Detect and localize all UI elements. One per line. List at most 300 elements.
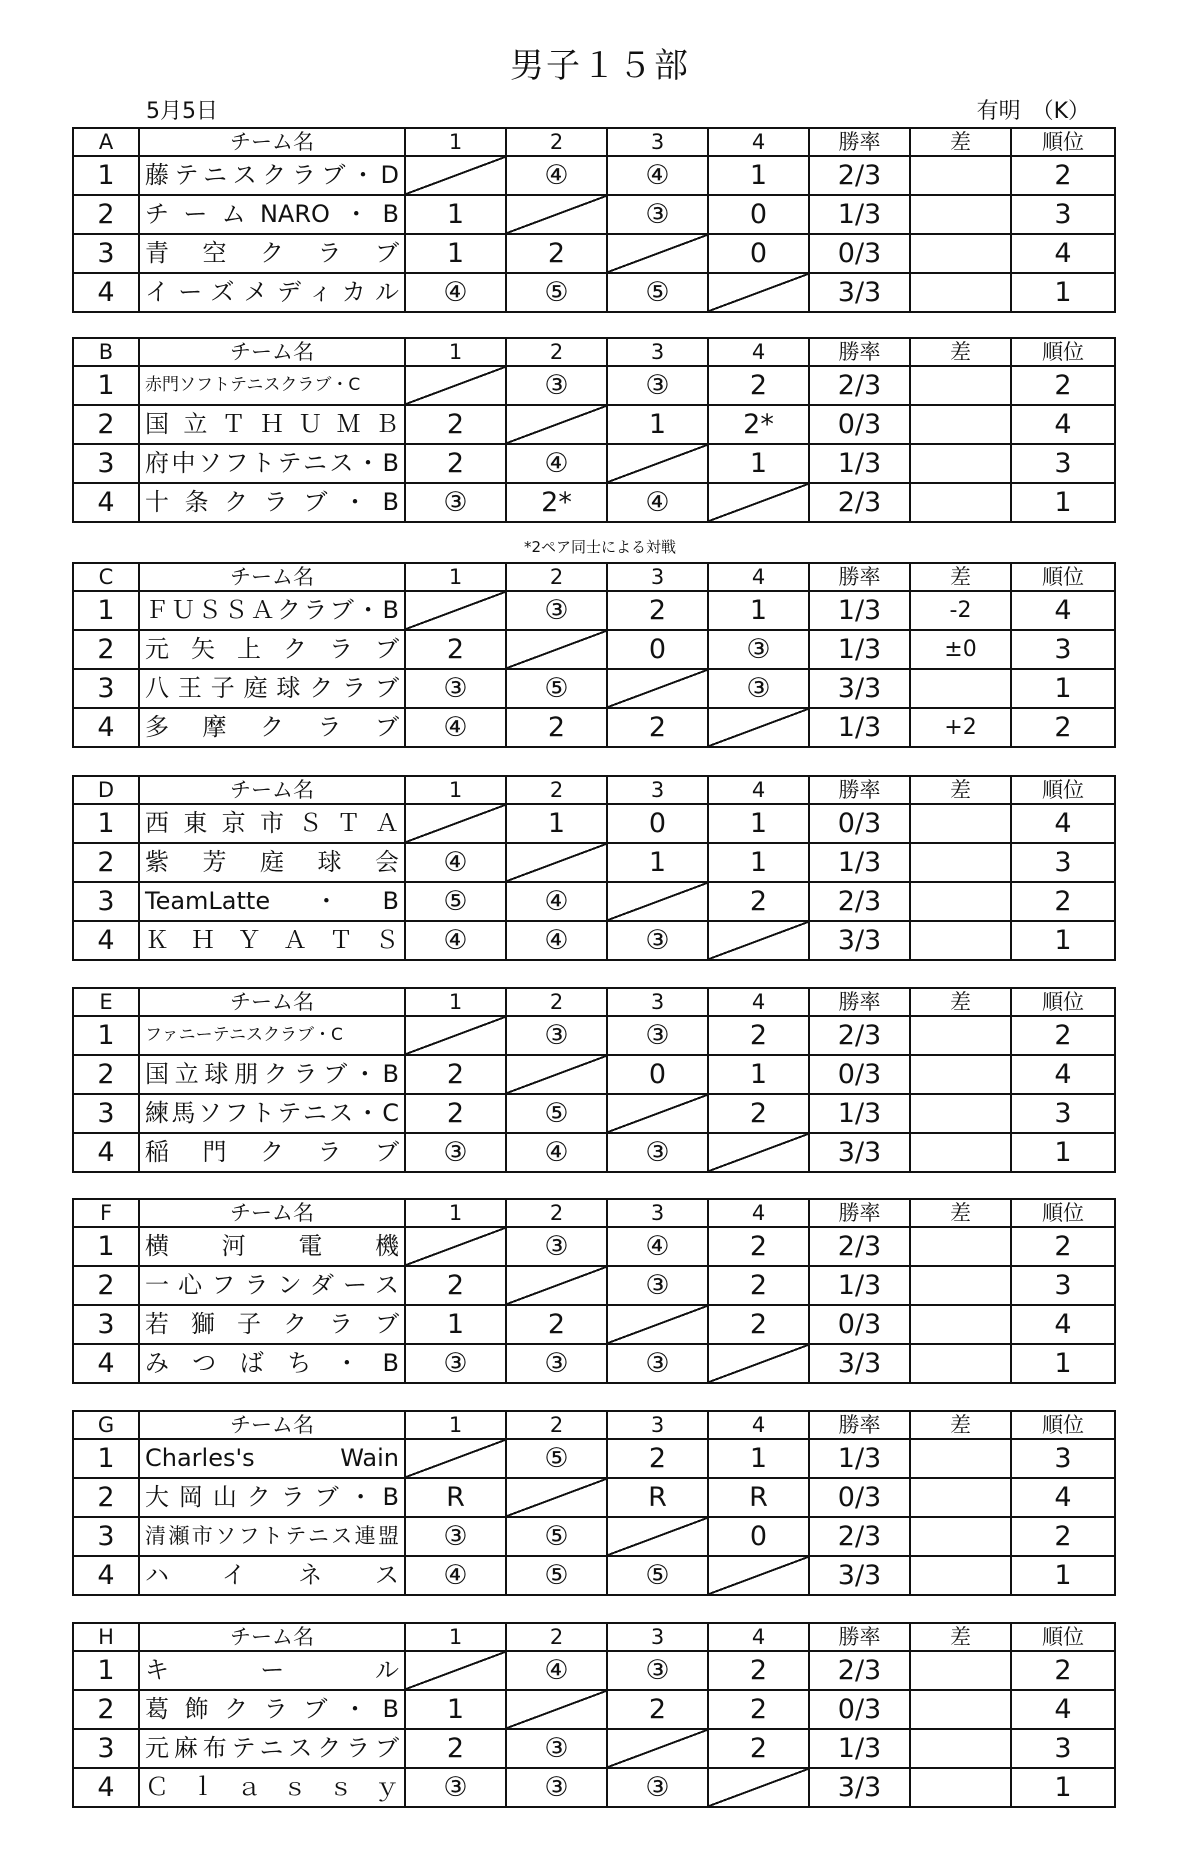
rank: 1 (1011, 921, 1115, 960)
rank: 3 (1011, 444, 1115, 483)
header-col-3: 3 (607, 338, 708, 366)
win-rate: 0/3 (809, 1478, 910, 1517)
point-diff (910, 483, 1011, 522)
point-diff (910, 1016, 1011, 1055)
header-col-1: 1 (405, 988, 506, 1016)
row-number: 4 (73, 1344, 139, 1383)
result-cell: ④ (607, 1227, 708, 1266)
result-cell (708, 1768, 809, 1807)
result-cell: 2 (708, 366, 809, 405)
result-cell: 1 (708, 804, 809, 843)
header-team: チーム名 (139, 776, 405, 804)
header-col-2: 2 (506, 988, 607, 1016)
team-name: 十条クラブ・B (139, 483, 405, 522)
result-cell: ④ (405, 921, 506, 960)
result-cell: R (607, 1478, 708, 1517)
table-row (73, 882, 1115, 921)
rank: 4 (1011, 405, 1115, 444)
rank: 3 (1011, 1266, 1115, 1305)
win-rate: 1/3 (809, 591, 910, 630)
result-cell: ④ (405, 843, 506, 882)
group-label: B (73, 338, 139, 366)
team-name: 一心フランダース (139, 1266, 405, 1305)
result-cell: ③ (708, 630, 809, 669)
rank: 3 (1011, 1094, 1115, 1133)
table-row (73, 1055, 1115, 1094)
rank: 4 (1011, 1305, 1115, 1344)
result-cell: ③ (607, 1266, 708, 1305)
header-team: チーム名 (139, 128, 405, 156)
row-number: 3 (73, 669, 139, 708)
table-row (73, 1016, 1115, 1055)
team-name: イーズメディカル (139, 273, 405, 312)
team-name: ハイネス (139, 1556, 405, 1595)
result-cell: 1 (708, 591, 809, 630)
result-cell (405, 591, 506, 630)
group-table (72, 775, 1116, 961)
row-number: 4 (73, 708, 139, 747)
rank: 2 (1011, 1227, 1115, 1266)
header-col-3: 3 (607, 128, 708, 156)
table-row (73, 630, 1115, 669)
rank: 2 (1011, 882, 1115, 921)
group-e-block (72, 987, 1114, 1173)
header-rate: 勝率 (809, 776, 910, 804)
header-col-2: 2 (506, 776, 607, 804)
table-row (73, 405, 1115, 444)
header-col-1: 1 (405, 563, 506, 591)
result-cell: 2 (405, 1055, 506, 1094)
rank: 2 (1011, 156, 1115, 195)
point-diff (910, 366, 1011, 405)
row-number: 1 (73, 591, 139, 630)
rank: 1 (1011, 669, 1115, 708)
result-cell: ③ (506, 1016, 607, 1055)
result-cell (708, 273, 809, 312)
result-cell (506, 1266, 607, 1305)
team-name: ＫＨＹＡＴＳ (139, 921, 405, 960)
table-row (73, 1305, 1115, 1344)
point-diff (910, 195, 1011, 234)
row-number: 3 (73, 1729, 139, 1768)
team-name: 清瀬市ソフトテニス連盟 (139, 1517, 405, 1556)
header-diff: 差 (910, 563, 1011, 591)
point-diff (910, 1651, 1011, 1690)
match-date: 5月5日 (146, 99, 218, 124)
point-diff (910, 1517, 1011, 1556)
result-cell: 2* (708, 405, 809, 444)
win-rate: 1/3 (809, 1094, 910, 1133)
team-name: キール (139, 1651, 405, 1690)
result-cell: ⑤ (506, 1556, 607, 1595)
header-rank: 順位 (1011, 563, 1115, 591)
result-cell: 1 (405, 1305, 506, 1344)
header-row (73, 988, 1115, 1016)
table-row (73, 156, 1115, 195)
row-number: 3 (73, 1305, 139, 1344)
result-cell: 1 (405, 234, 506, 273)
header-col-3: 3 (607, 1411, 708, 1439)
team-name: 横河電機 (139, 1227, 405, 1266)
row-number: 3 (73, 234, 139, 273)
result-cell: 1 (708, 444, 809, 483)
header-col-1: 1 (405, 338, 506, 366)
table-row (73, 1556, 1115, 1595)
result-cell (405, 366, 506, 405)
result-cell (506, 843, 607, 882)
header-col-4: 4 (708, 563, 809, 591)
result-cell (506, 630, 607, 669)
result-cell: ③ (405, 669, 506, 708)
header-row (73, 128, 1115, 156)
result-cell: ③ (607, 366, 708, 405)
header-rank: 順位 (1011, 1411, 1115, 1439)
win-rate: 0/3 (809, 1055, 910, 1094)
point-diff (910, 1133, 1011, 1172)
win-rate: 1/3 (809, 708, 910, 747)
point-diff (910, 1690, 1011, 1729)
table-row (73, 1768, 1115, 1807)
result-cell (607, 1517, 708, 1556)
rank: 2 (1011, 708, 1115, 747)
team-name: 稲門クラブ (139, 1133, 405, 1172)
header-col-1: 1 (405, 1199, 506, 1227)
result-cell (708, 708, 809, 747)
result-cell: 2 (708, 1305, 809, 1344)
group-table (72, 127, 1116, 313)
result-cell: ⑤ (506, 669, 607, 708)
table-row (73, 366, 1115, 405)
team-name: 葛飾クラブ・B (139, 1690, 405, 1729)
point-diff (910, 1768, 1011, 1807)
result-cell: 2 (708, 1266, 809, 1305)
row-number: 4 (73, 1768, 139, 1807)
win-rate: 1/3 (809, 195, 910, 234)
group-label: G (73, 1411, 139, 1439)
table-row (73, 1651, 1115, 1690)
point-diff (910, 1344, 1011, 1383)
result-cell: ③ (607, 1133, 708, 1172)
win-rate: 2/3 (809, 1651, 910, 1690)
result-cell: 2 (607, 591, 708, 630)
result-cell (607, 234, 708, 273)
group-c-block (72, 562, 1114, 748)
result-cell: 2 (405, 630, 506, 669)
table-row (73, 804, 1115, 843)
header-row (73, 776, 1115, 804)
row-number: 3 (73, 1094, 139, 1133)
group-h-block (72, 1622, 1114, 1808)
result-cell: 2 (708, 1651, 809, 1690)
header-rank: 順位 (1011, 1199, 1115, 1227)
row-number: 4 (73, 921, 139, 960)
group-d-block (72, 775, 1114, 961)
header-col-4: 4 (708, 128, 809, 156)
group-table (72, 337, 1116, 523)
win-rate: 1/3 (809, 1266, 910, 1305)
result-cell: ③ (607, 1651, 708, 1690)
rank: 2 (1011, 1651, 1115, 1690)
win-rate: 1/3 (809, 843, 910, 882)
result-cell: ⑤ (506, 273, 607, 312)
result-cell: ③ (607, 1768, 708, 1807)
point-diff: ±0 (910, 630, 1011, 669)
result-cell: 2 (708, 1094, 809, 1133)
point-diff (910, 1266, 1011, 1305)
row-number: 1 (73, 1227, 139, 1266)
row-number: 2 (73, 405, 139, 444)
result-cell: ③ (506, 366, 607, 405)
rank: 3 (1011, 195, 1115, 234)
header-team: チーム名 (139, 988, 405, 1016)
header-diff: 差 (910, 1199, 1011, 1227)
header-col-3: 3 (607, 776, 708, 804)
row-number: 2 (73, 1266, 139, 1305)
table-row (73, 1344, 1115, 1383)
header-row (73, 563, 1115, 591)
win-rate: 3/3 (809, 669, 910, 708)
rank: 2 (1011, 366, 1115, 405)
result-cell: ⑤ (607, 273, 708, 312)
team-name: 府中ソフトテニス・B (139, 444, 405, 483)
result-cell: ④ (506, 1651, 607, 1690)
result-cell: 1 (607, 843, 708, 882)
rank: 4 (1011, 1690, 1115, 1729)
team-name: 青空クラブ (139, 234, 405, 273)
result-cell: ③ (506, 1768, 607, 1807)
result-cell: 1 (708, 843, 809, 882)
header-rank: 順位 (1011, 988, 1115, 1016)
result-cell (607, 444, 708, 483)
header-rate: 勝率 (809, 338, 910, 366)
header-rate: 勝率 (809, 988, 910, 1016)
result-cell: 2 (405, 405, 506, 444)
rank: 2 (1011, 1016, 1115, 1055)
header-col-4: 4 (708, 1199, 809, 1227)
row-number: 3 (73, 1517, 139, 1556)
header-diff: 差 (910, 1623, 1011, 1651)
header-team: チーム名 (139, 338, 405, 366)
team-name: 大岡山クラブ・B (139, 1478, 405, 1517)
result-cell: ③ (405, 483, 506, 522)
result-cell: 0 (607, 1055, 708, 1094)
row-number: 4 (73, 1133, 139, 1172)
header-row (73, 338, 1115, 366)
point-diff (910, 1055, 1011, 1094)
group-label: A (73, 128, 139, 156)
team-name: 赤門ソフトテニスクラブ・C (139, 366, 405, 405)
point-diff (910, 156, 1011, 195)
header-col-2: 2 (506, 563, 607, 591)
row-number: 2 (73, 1478, 139, 1517)
header-col-2: 2 (506, 1623, 607, 1651)
table-row (73, 669, 1115, 708)
win-rate: 0/3 (809, 234, 910, 273)
point-diff (910, 804, 1011, 843)
header-col-2: 2 (506, 338, 607, 366)
result-cell: ④ (607, 483, 708, 522)
row-number: 4 (73, 483, 139, 522)
point-diff (910, 1729, 1011, 1768)
header-col-4: 4 (708, 338, 809, 366)
rank: 1 (1011, 1344, 1115, 1383)
result-cell: ③ (506, 1729, 607, 1768)
result-cell: ⑤ (405, 882, 506, 921)
result-cell: ④ (405, 708, 506, 747)
row-number: 2 (73, 1690, 139, 1729)
group-f-block (72, 1198, 1114, 1384)
win-rate: 3/3 (809, 273, 910, 312)
table-row (73, 843, 1115, 882)
result-cell: ③ (506, 1227, 607, 1266)
win-rate: 2/3 (809, 1227, 910, 1266)
header-rank: 順位 (1011, 1623, 1115, 1651)
point-diff (910, 405, 1011, 444)
point-diff (910, 921, 1011, 960)
result-cell: 2 (405, 1266, 506, 1305)
result-cell: 1 (405, 195, 506, 234)
group-label: E (73, 988, 139, 1016)
result-cell: 2 (506, 234, 607, 273)
result-cell: ④ (405, 273, 506, 312)
win-rate: 2/3 (809, 1517, 910, 1556)
header-rank: 順位 (1011, 338, 1115, 366)
point-diff (910, 1305, 1011, 1344)
result-cell (708, 1133, 809, 1172)
result-cell: ③ (405, 1344, 506, 1383)
result-cell: 2 (405, 1094, 506, 1133)
table-row (73, 483, 1115, 522)
result-cell (506, 405, 607, 444)
result-cell: ③ (405, 1133, 506, 1172)
header-diff: 差 (910, 338, 1011, 366)
header-rank: 順位 (1011, 128, 1115, 156)
result-cell: 1 (506, 804, 607, 843)
win-rate: 3/3 (809, 1768, 910, 1807)
win-rate: 1/3 (809, 630, 910, 669)
team-name: みつばち・B (139, 1344, 405, 1383)
result-cell: ③ (607, 1016, 708, 1055)
result-cell: ③ (607, 195, 708, 234)
result-cell: 1 (708, 1055, 809, 1094)
result-cell: ③ (607, 1344, 708, 1383)
win-rate: 2/3 (809, 366, 910, 405)
header-col-4: 4 (708, 1623, 809, 1651)
rank: 3 (1011, 843, 1115, 882)
result-cell: 2 (607, 1690, 708, 1729)
header-team: チーム名 (139, 1411, 405, 1439)
point-diff (910, 1478, 1011, 1517)
rank: 3 (1011, 1439, 1115, 1478)
table-row (73, 1094, 1115, 1133)
result-cell (405, 804, 506, 843)
group-label: F (73, 1199, 139, 1227)
result-cell: ④ (506, 882, 607, 921)
result-cell (506, 195, 607, 234)
point-diff (910, 1556, 1011, 1595)
team-name: TeamLatte・B (139, 882, 405, 921)
team-name: 西東京市ＳＴＡ (139, 804, 405, 843)
rank: 3 (1011, 1729, 1115, 1768)
footnote: *2ペア同士による対戦 (523, 538, 677, 556)
result-cell: 2 (708, 1690, 809, 1729)
win-rate: 3/3 (809, 1344, 910, 1383)
rank: 4 (1011, 1055, 1115, 1094)
result-cell: ⑤ (506, 1517, 607, 1556)
team-name: ＦＵＳＳＡクラブ・B (139, 591, 405, 630)
result-cell: 0 (708, 1517, 809, 1556)
point-diff (910, 444, 1011, 483)
row-number: 1 (73, 804, 139, 843)
result-cell: 0 (708, 234, 809, 273)
result-cell (708, 921, 809, 960)
header-col-3: 3 (607, 563, 708, 591)
header-col-1: 1 (405, 128, 506, 156)
header-col-4: 4 (708, 776, 809, 804)
win-rate: 1/3 (809, 1729, 910, 1768)
group-table (72, 1410, 1116, 1596)
result-cell: 2 (708, 1729, 809, 1768)
team-name: 紫芳庭球会 (139, 843, 405, 882)
result-cell (607, 882, 708, 921)
table-row (73, 1517, 1115, 1556)
header-diff: 差 (910, 1411, 1011, 1439)
table-row (73, 444, 1115, 483)
header-rate: 勝率 (809, 1199, 910, 1227)
win-rate: 3/3 (809, 1556, 910, 1595)
result-cell: ③ (607, 921, 708, 960)
header-rank: 順位 (1011, 776, 1115, 804)
win-rate: 2/3 (809, 882, 910, 921)
result-cell (607, 1094, 708, 1133)
result-cell: R (405, 1478, 506, 1517)
result-cell (405, 1439, 506, 1478)
win-rate: 2/3 (809, 483, 910, 522)
row-number: 2 (73, 195, 139, 234)
result-cell (405, 1016, 506, 1055)
header-col-2: 2 (506, 128, 607, 156)
win-rate: 0/3 (809, 1305, 910, 1344)
row-number: 3 (73, 882, 139, 921)
header-rate: 勝率 (809, 1411, 910, 1439)
result-cell: ⑤ (506, 1094, 607, 1133)
rank: 4 (1011, 804, 1115, 843)
result-cell: 1 (708, 156, 809, 195)
header-col-2: 2 (506, 1411, 607, 1439)
team-name: ファニーテニスクラブ・C (139, 1016, 405, 1055)
table-row (73, 1133, 1115, 1172)
table-row (73, 234, 1115, 273)
point-diff (910, 669, 1011, 708)
row-number: 4 (73, 1556, 139, 1595)
result-cell (405, 1651, 506, 1690)
row-number: 2 (73, 843, 139, 882)
header-diff: 差 (910, 776, 1011, 804)
row-number: 1 (73, 366, 139, 405)
result-cell (506, 1055, 607, 1094)
result-cell (708, 483, 809, 522)
header-rate: 勝率 (809, 563, 910, 591)
page-title: 男子１５部 (510, 46, 690, 86)
result-cell: ⑤ (506, 1439, 607, 1478)
team-name: 元矢上クラブ (139, 630, 405, 669)
row-number: 2 (73, 1055, 139, 1094)
result-cell (607, 669, 708, 708)
rank: 2 (1011, 1517, 1115, 1556)
result-cell: ④ (506, 156, 607, 195)
header-rate: 勝率 (809, 1623, 910, 1651)
result-cell: 0 (708, 195, 809, 234)
